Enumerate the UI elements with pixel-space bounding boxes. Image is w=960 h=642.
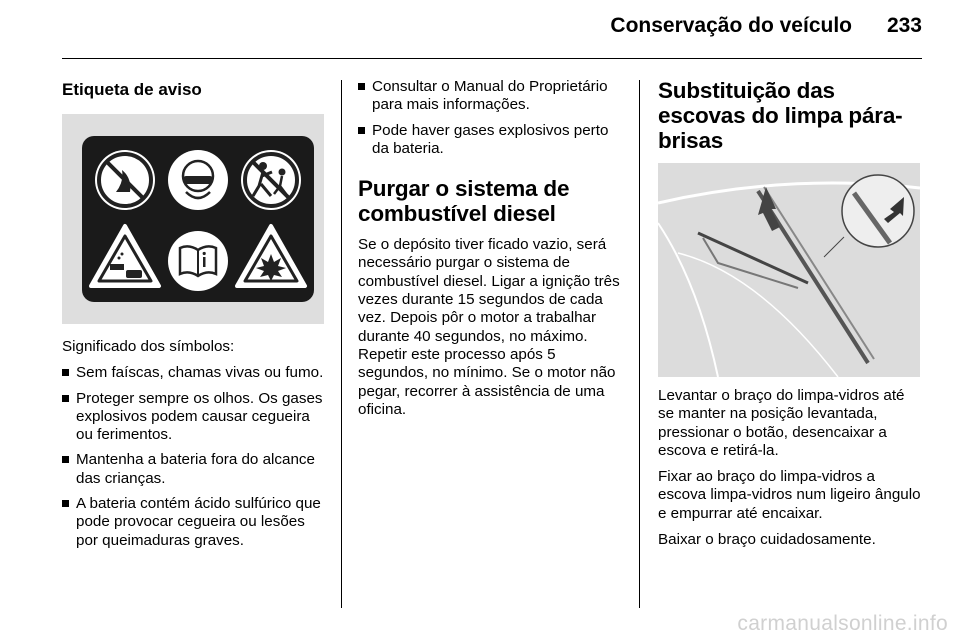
section-heading: Substituição das escovas do limpa pára-brisas bbox=[658, 78, 903, 153]
header-rule bbox=[62, 58, 922, 59]
eye-protection-icon bbox=[168, 150, 228, 210]
column-warning-label bbox=[62, 72, 324, 557]
list-item: Sem faíscas, chamas vivas ou fumo. bbox=[62, 364, 324, 382]
no-flame-icon bbox=[95, 150, 155, 210]
list-item: A bateria contém ácido sulfúrico que pode provocar cegueira ou lesões por queimaduras graves. bbox=[62, 495, 324, 550]
wiper-step: Baixar o braço cuidadosamente. bbox=[658, 531, 876, 549]
page-number: 233 bbox=[886, 14, 922, 37]
symbols-intro: Significado dos símbolos: bbox=[62, 338, 235, 355]
bullet-icon bbox=[62, 369, 69, 376]
bullet-icon bbox=[62, 395, 69, 402]
symbols-list-continued bbox=[358, 78, 623, 158]
column-divider bbox=[341, 80, 342, 608]
symbols-list bbox=[62, 364, 324, 550]
page-header bbox=[0, 0, 960, 60]
list-item: Consultar o Manual do Proprietário para mais informações. bbox=[358, 78, 623, 115]
watermark: carmanualsonline.info bbox=[737, 612, 948, 635]
read-manual-icon bbox=[168, 231, 228, 291]
bullet-icon bbox=[358, 83, 365, 90]
warning-label-figure bbox=[62, 114, 324, 324]
wiper-illustration bbox=[658, 163, 920, 377]
page-title: Conservação do veículo bbox=[610, 14, 852, 37]
column-diesel-purge bbox=[358, 78, 623, 427]
wiper-step: Levantar o braço do limpa-vidros até se manter na posição levantada, pressionar o botão, desencaixar a escova e retirá-la. bbox=[658, 387, 905, 459]
column-divider bbox=[639, 80, 640, 608]
list-item: Mantenha a bateria fora do alcance das crianças. bbox=[62, 451, 324, 488]
bullet-icon bbox=[62, 500, 69, 507]
bullet-icon bbox=[358, 127, 365, 134]
list-item: Proteger sempre os olhos. Os gases explosivos podem causar cegueira ou ferimentos. bbox=[62, 390, 324, 445]
section-heading: Etiqueta de aviso bbox=[62, 80, 202, 99]
wiper-figure bbox=[658, 163, 920, 377]
wiper-step: Fixar ao braço do limpa-vidros a escova limpa-vidros num ligeiro ângulo e empurrar até encaixar. bbox=[658, 468, 921, 522]
list-item: Pode haver gases explosivos perto da bateria. bbox=[358, 122, 623, 159]
column-wiper-replacement bbox=[658, 78, 923, 557]
keep-children-away-icon bbox=[241, 150, 301, 210]
bullet-icon bbox=[62, 456, 69, 463]
section-heading: Purgar o sistema de combustível diesel bbox=[358, 176, 570, 227]
warning-label-illustration bbox=[62, 114, 324, 324]
section-body: Se o depósito tiver ficado vazio, será necessário purgar o sistema de combustível diesel. Ligar a ignição três vezes durante 15 segundos de cada vez. Depois pôr o motor a trabalhar durante 40 segundos, no máximo. Repetir este processo após 5 segundos, no mínimo. Se o motor não pegar, recorrer à assistência de uma oficina. bbox=[358, 236, 620, 418]
